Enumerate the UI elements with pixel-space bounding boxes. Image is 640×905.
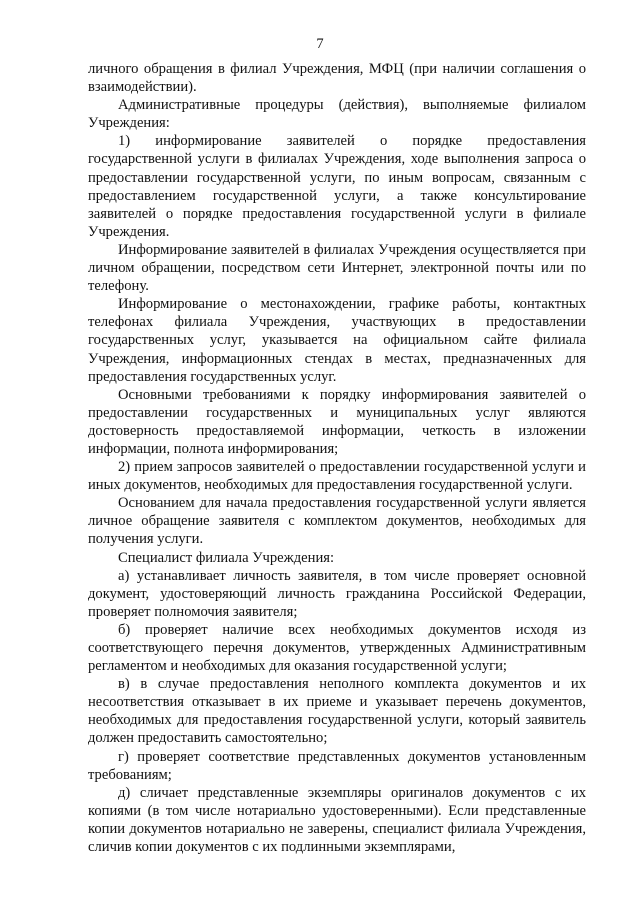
list-item-b: б) проверяет наличие всех необходимых документов исходя из соответствующего перечня документов, утвержденных Административным регламентом и необходимых для оказания государственной услуги; (88, 621, 586, 675)
paragraph-location-info: Информирование о местонахождении, графике работы, контактных телефонах филиала Учреждения, участвующих в предоставлении государственных услуг, указывается на официальном сайте филиала Учреждения, информационных стендах в местах, предназначенных для предоставления государственных услуг. (88, 296, 586, 385)
list-item-d: д) сличает представленные экземпляры оригиналов документов с их копиями (в том числе нотариально удостоверенными). Если представленные копии документов нотариально не заверены, специалист филиала Учреждения, сличив копии документов с их подлинными экземплярами, (88, 784, 586, 856)
paragraph-specialist: Специалист филиала Учреждения: (118, 549, 335, 566)
body-text (88, 60, 586, 856)
paragraph-item-1-informing: 1) информирование заявителей о порядке предоставления государственной услуги в филиалах Учреждения, ходе выполнения запроса о предоставлении государственной услуги, по иным вопросам, связанным с предоставлением государственной услуги, а также консультирование заявителей о порядке предоставления государственной услуги в филиале Учреждения. (88, 133, 586, 240)
paragraph-informing-requirements: Основными требованиями к порядку информирования заявителей о предоставлении государственных и муниципальных услуг являются достоверность предоставляемой информации, четкость в изложении информации, полнота информирования; (88, 386, 586, 457)
paragraph-item-2-requests: 2) прием запросов заявителей о предоставлении государственной услуги и иных документов, необходимых для предоставления государственной услуги. (88, 459, 586, 494)
paragraph-admin-procedures: Административные процедуры (действия), выполняемые филиалом Учреждения: (88, 97, 586, 132)
page-number: 7 (316, 36, 324, 52)
paragraph-informing-channels: Информирование заявителей в филиалах Учреждения осуществляется при личном обращении, посредством сети Интернет, электронной почты или по телефону. (88, 241, 586, 295)
list-item-v: в) в случае предоставления неполного комплекта документов и их несоответствия отказывает в их приеме и указывает перечень документов, необходимых для предоставления государственной услуги, который заявитель должен предоставить самостоятельно; (88, 676, 586, 747)
list-item-a: а) устанавливает личность заявителя, в том числе проверяет основной документ, удостоверяющий личность гражданина Российской Федерации, проверяет полномочия заявителя; (88, 567, 586, 620)
list-item-g: г) проверяет соответствие представленных документов установленным требованиям; (88, 748, 586, 783)
paragraph-continuation: личного обращения в филиал Учреждения, МФЦ (при наличии соглашения о взаимодействии). (88, 61, 586, 96)
paragraph-basis: Основанием для начала предоставления государственной услуги является личное обращение заявителя с комплектом документов, необходимых для получения услуги. (88, 495, 586, 548)
